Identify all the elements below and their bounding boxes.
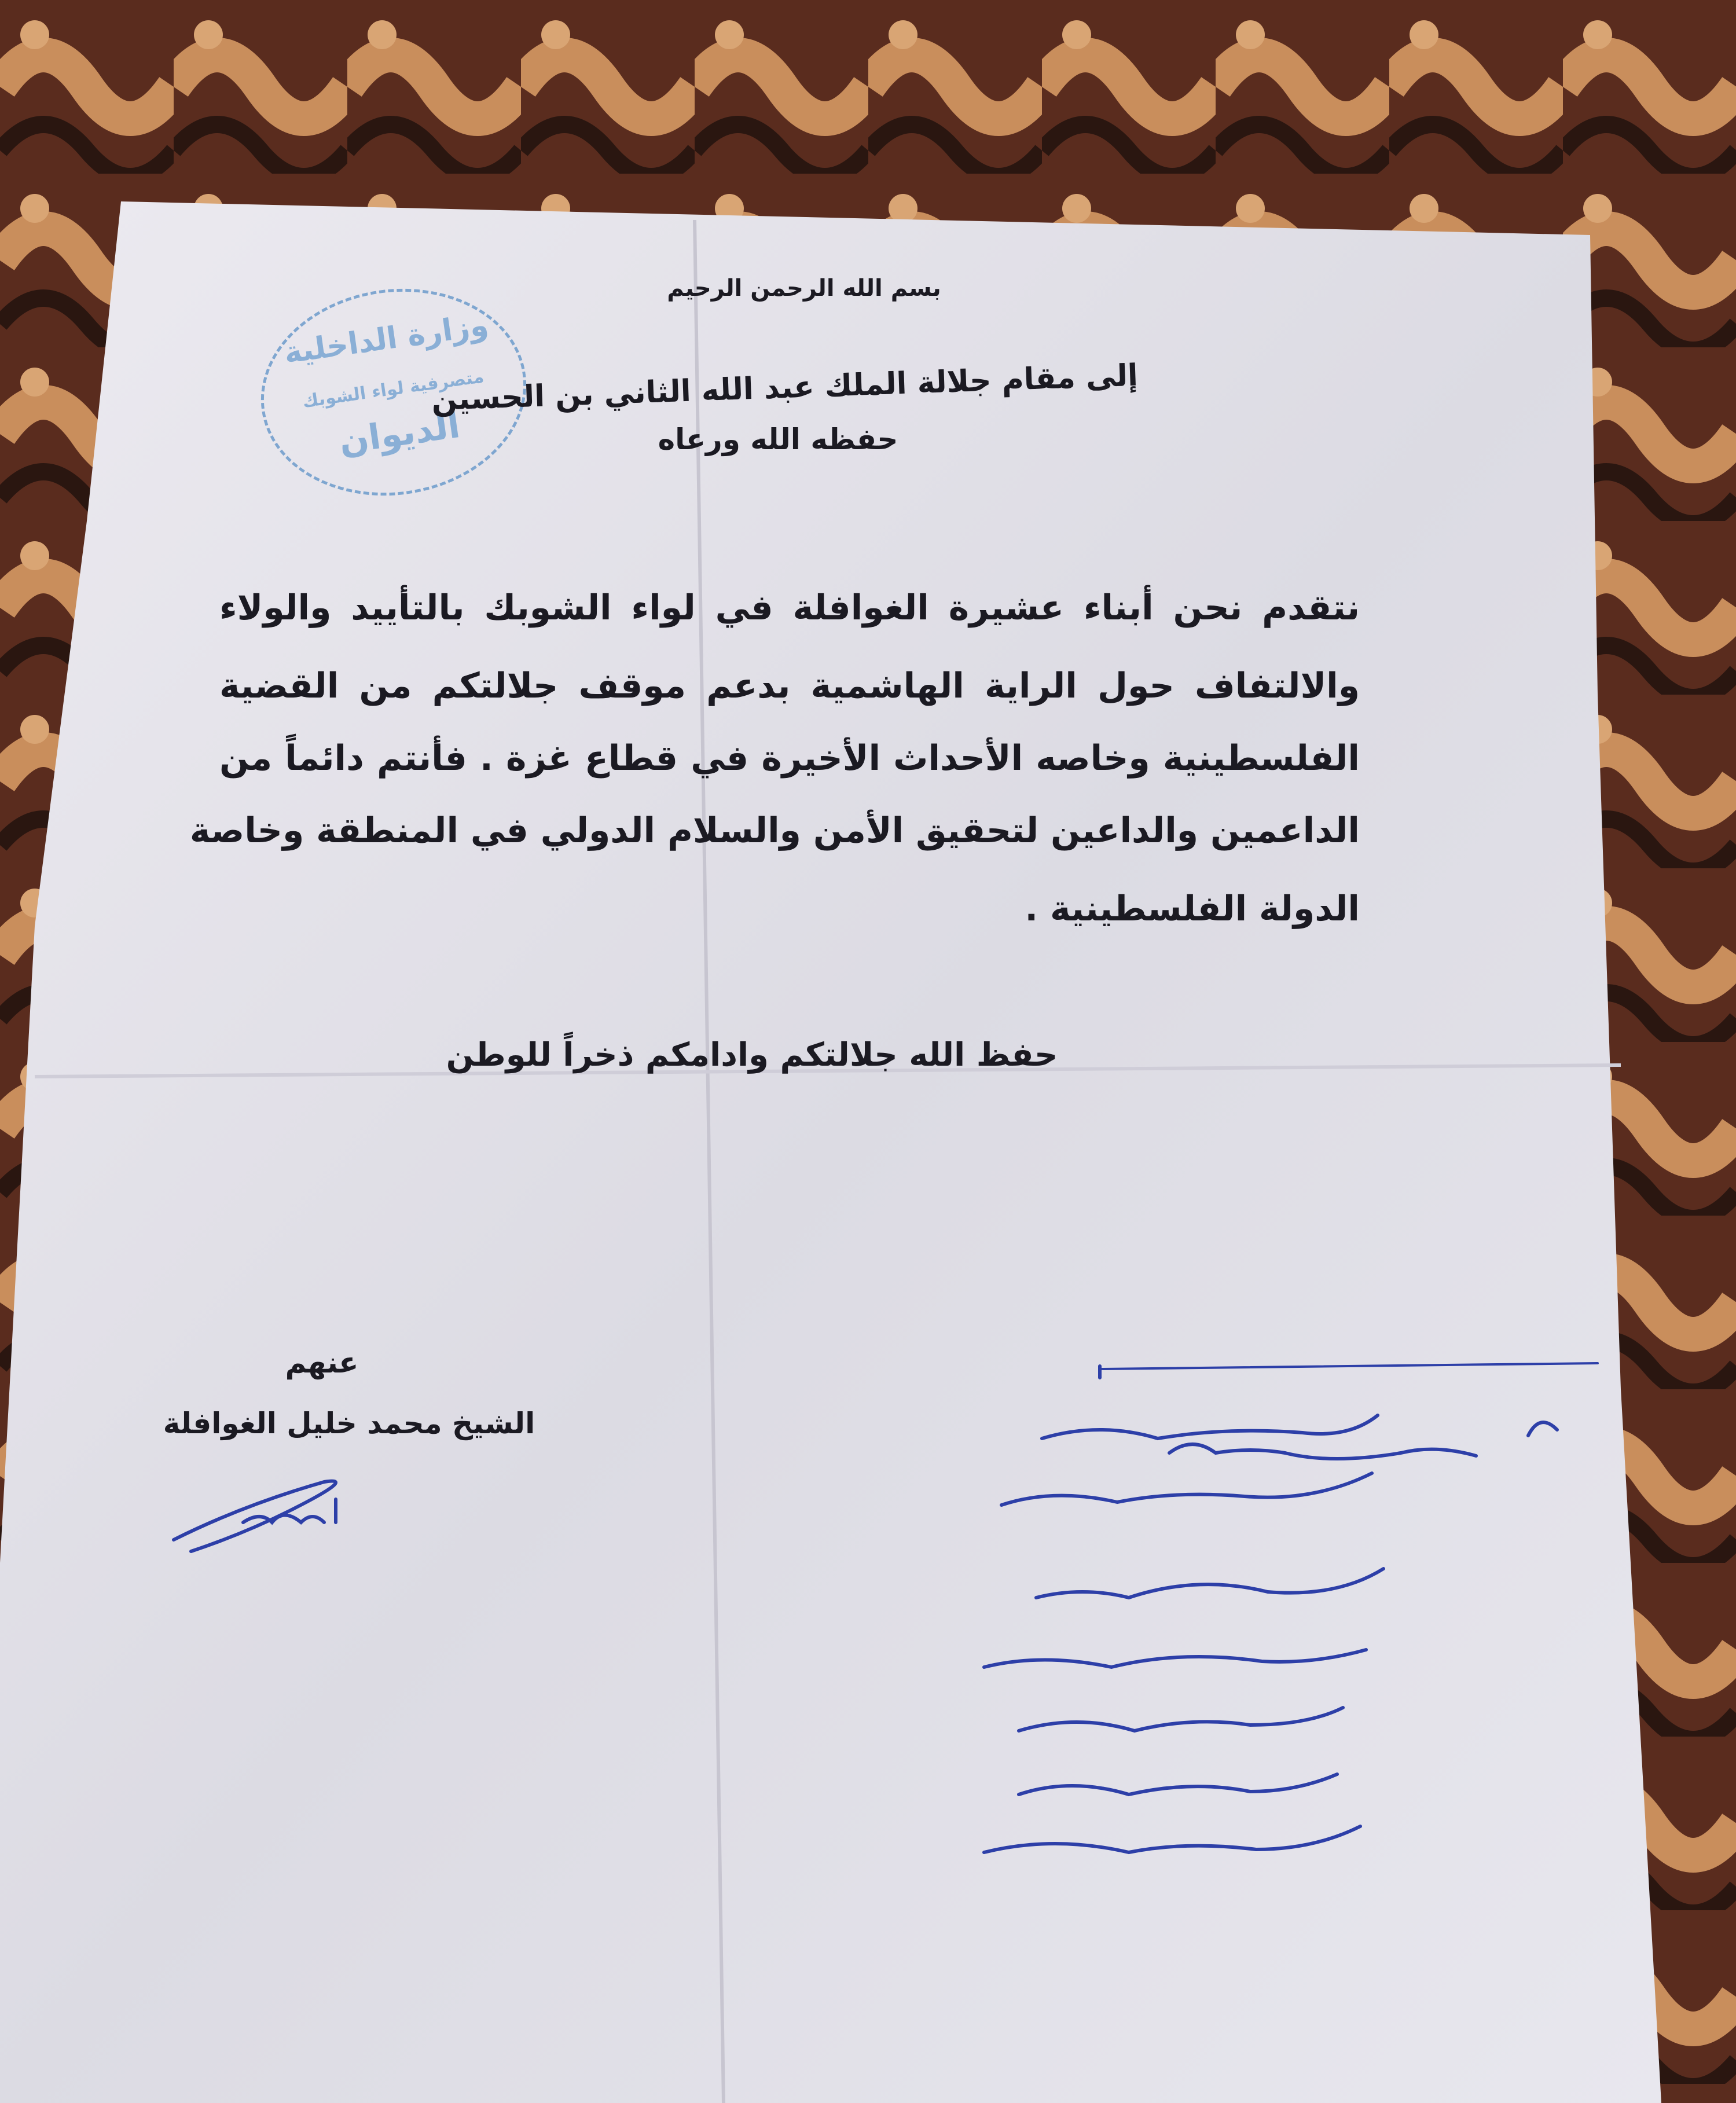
signature-4 xyxy=(984,1650,1366,1667)
signature-3 xyxy=(1036,1569,1383,1598)
body-line: الدولة الفلسطينية . xyxy=(1025,889,1360,929)
signature-7 xyxy=(984,1826,1360,1852)
body-line: نتقدم نحن أبناء عشيرة الغوافلة في لواء الشوبك بالتأييد والولاء xyxy=(219,588,1360,628)
body-line: الداعمين والداعين لتحقيق الأمن والسلام الدولي في المنطقة وخاصة xyxy=(189,810,1360,851)
signature-2 xyxy=(1001,1473,1372,1505)
body-line: والالتفاف حول الراية الهاشمية بدعم موقف جلالتكم من القضية xyxy=(219,666,1360,706)
signature-1 xyxy=(1042,1415,1378,1438)
sender-label: عنهم xyxy=(285,1346,359,1379)
body-line: الفلسطينية وخاصه الأحداث الأخيرة في قطاع غزة . فأنتم دائماً من xyxy=(219,738,1360,779)
stamp-line2: متصرفية لواء الشوبك xyxy=(301,366,486,412)
stamp-line1: وزارة الداخلية xyxy=(281,307,491,371)
header-signature xyxy=(1100,1366,1557,1459)
basmala: بسم الله الرحمن الرحيم xyxy=(667,275,941,302)
sender-name: الشيخ محمد خليل الغوافلة xyxy=(163,1407,535,1440)
addressee: إلى مقام جلالة الملك عبد الله الثاني بن الحسين xyxy=(431,358,1139,418)
stamp-line3: الديوان xyxy=(336,405,463,463)
closing: حفظ الله جلالتكم وادامكم ذخراً للوطن xyxy=(446,1036,1058,1074)
signature-underline xyxy=(1100,1363,1598,1369)
signature-6 xyxy=(1019,1774,1337,1794)
sheikh-signature xyxy=(174,1481,336,1551)
signature-5 xyxy=(1019,1708,1343,1731)
blessing: حفظه الله ورعاه xyxy=(658,423,898,456)
